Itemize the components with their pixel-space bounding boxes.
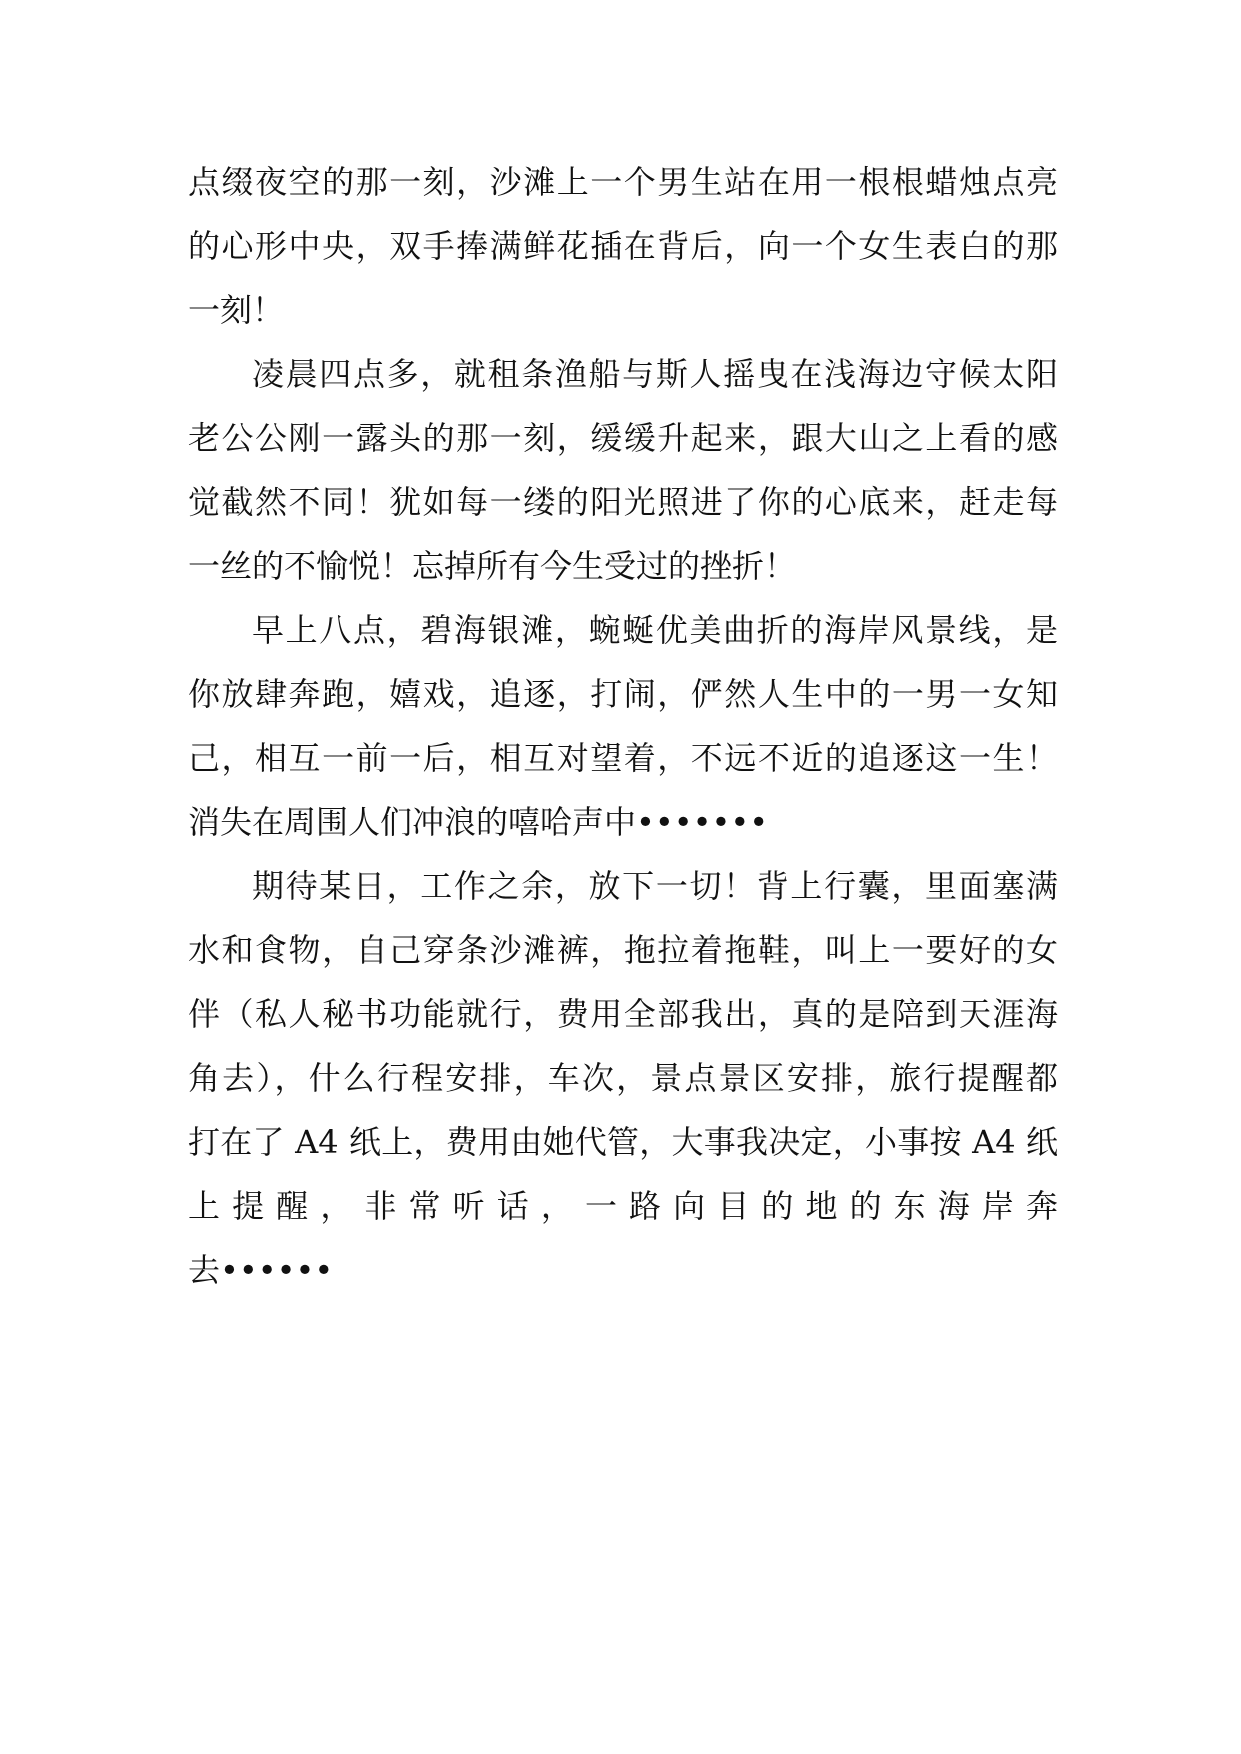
text-line: 去•••••• (188, 1251, 334, 1289)
text-line: 角去），什么行程安排，车次，景点景区安排，旅行提醒都 (188, 1059, 1058, 1097)
text-line: 你放肆奔跑，嬉戏，追逐，打闹，俨然人生中的一男一女知 (188, 675, 1058, 713)
body-text (188, 150, 1058, 1302)
text-line: 水和食物，自己穿条沙滩裤，拖拉着拖鞋，叫上一要好的女 (188, 931, 1058, 969)
text-line: 一丝的不愉悦！忘掉所有今生受过的挫折！ (188, 547, 797, 585)
text-line: 消失在周围人们冲浪的嘻哈声中••••••• (188, 803, 769, 841)
text-line: 早上八点，碧海银滩，蜿蜒优美曲折的海岸风景线，是 (252, 611, 1058, 649)
text-line: 觉截然不同！犹如每一缕的阳光照进了你的心底来，赶走每 (188, 483, 1058, 521)
text-line: 打在了 A4 纸上，费用由她代管，大事我决定，小事按 A4 纸 (188, 1123, 1058, 1161)
text-line: 上提醒，非常听话，一路向目的地的东海岸奔 (188, 1187, 1058, 1225)
text-line: 凌晨四点多，就租条渔船与斯人摇曳在浅海边守候太阳 (252, 355, 1058, 393)
text-line: 期待某日，工作之余，放下一切！背上行囊，里面塞满 (252, 867, 1058, 905)
text-line: 的心形中央，双手捧满鲜花插在背后，向一个女生表白的那 (188, 227, 1058, 265)
text-line: 己，相互一前一后，相互对望着，不远不近的追逐这一生！ (188, 739, 1058, 777)
text-line: 一刻！ (188, 291, 285, 329)
text-line: 点缀夜空的那一刻，沙滩上一个男生站在用一根根蜡烛点亮 (188, 163, 1058, 201)
text-line: 伴（私人秘书功能就行，费用全部我出，真的是陪到天涯海 (188, 995, 1058, 1033)
text-line: 老公公刚一露头的那一刻，缓缓升起来，跟大山之上看的感 (188, 419, 1058, 457)
